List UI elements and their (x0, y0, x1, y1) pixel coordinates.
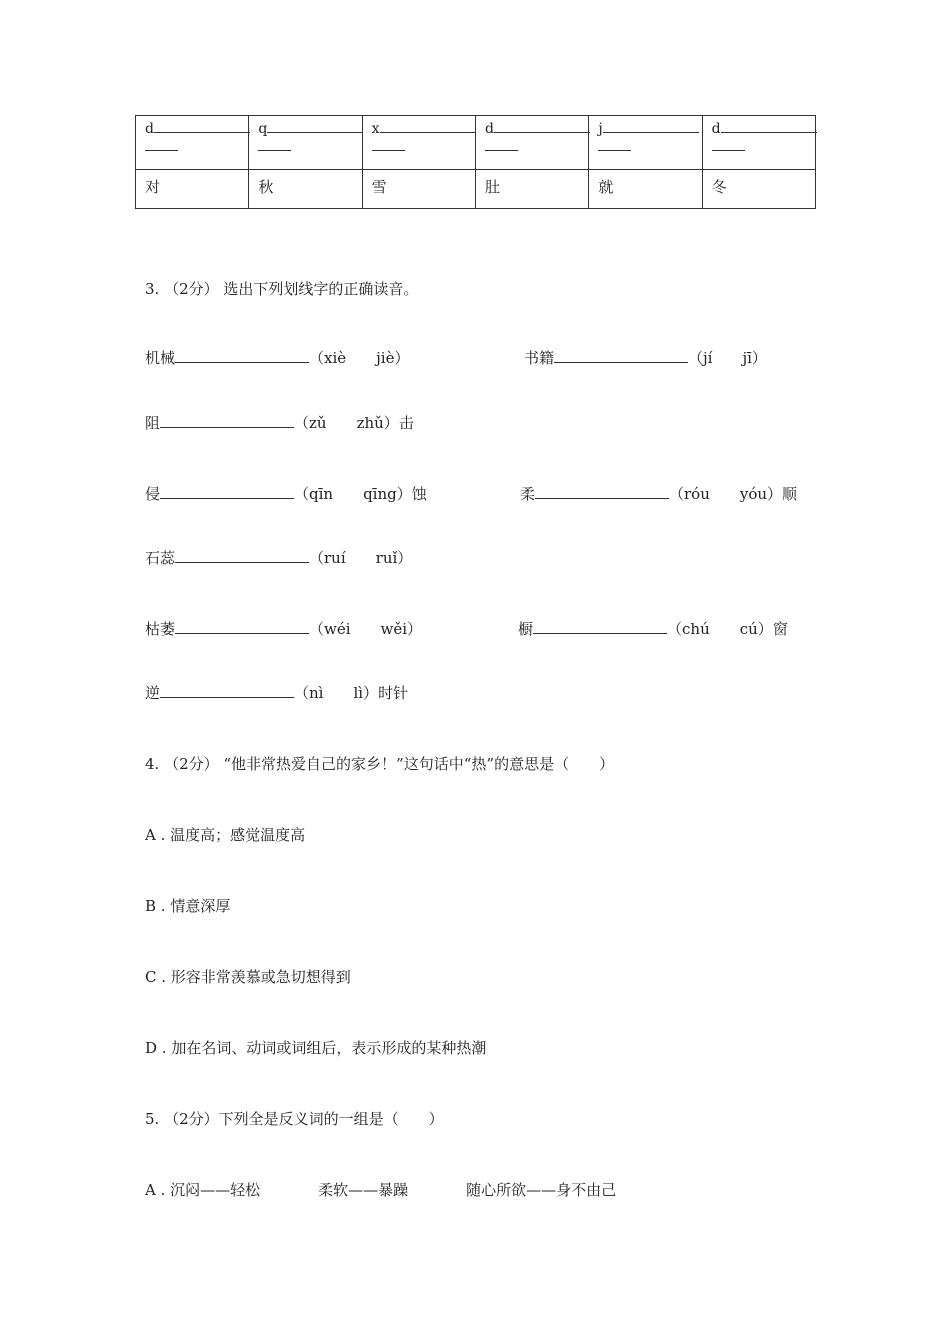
q3-item: 柔 （róu yóu）顺 (520, 485, 798, 503)
table-cell-blank[interactable]: d (475, 116, 588, 170)
answer-blank[interactable] (175, 348, 309, 363)
table-cell-char: 秋 (249, 170, 362, 209)
answer-blank[interactable] (160, 683, 294, 698)
q3-item: 枯萎 （wéi wěi） (145, 620, 423, 638)
q3-item: 逆 （nì lì）时针 (145, 684, 409, 702)
question-3-header: 3. （2分） 选出下列划线字的正确读音。 (145, 280, 419, 298)
answer-blank[interactable] (175, 619, 309, 634)
answer-blank[interactable] (175, 548, 309, 563)
table-cell-blank[interactable]: q (249, 116, 362, 170)
question-5-header: 5. （2分）下列全是反义词的一组是（ ） (145, 1110, 444, 1128)
q3-item: 阻 （zǔ zhǔ）击 (145, 414, 414, 432)
q4-option-d[interactable]: D . 加在名词、动词或词组后，表示形成的某种热潮 (145, 1039, 487, 1057)
q4-option-a[interactable]: A . 温度高；感觉温度高 (145, 826, 306, 844)
q3-item: 机械 （xiè jiè） (145, 349, 410, 367)
table-cell-char: 对 (136, 170, 249, 209)
table-cell-blank[interactable]: d (702, 116, 815, 170)
table-cell-char: 雪 (362, 170, 475, 209)
table-cell-blank[interactable]: j (589, 116, 702, 170)
table-cell-char: 肚 (475, 170, 588, 209)
answer-blank[interactable] (160, 413, 294, 428)
q4-option-b[interactable]: B . 情意深厚 (145, 897, 231, 915)
table-cell-char: 冬 (702, 170, 815, 209)
answer-blank[interactable] (533, 619, 667, 634)
table-row-chars (136, 170, 816, 209)
pinyin-table (135, 115, 816, 209)
answer-blank[interactable] (554, 348, 688, 363)
table-cell-char: 就 (589, 170, 702, 209)
table-cell-blank[interactable]: x (362, 116, 475, 170)
q3-item: 橱 （chú cú）窗 (518, 620, 788, 638)
q3-item: 石蕊 （ruí ruǐ） (145, 549, 413, 567)
table-row-blanks (136, 116, 816, 170)
table-cell-blank[interactable]: d (136, 116, 249, 170)
q5-option-a[interactable]: A . 沉闷——轻松 柔软——暴躁 随心所欲——身不由己 (145, 1181, 617, 1199)
question-4-header: 4. （2分） “他非常热爱自己的家乡！”这句话中“热”的意思是（ ） (145, 755, 615, 773)
q3-item: 书籍 （jí jī） (524, 349, 767, 367)
q4-option-c[interactable]: C . 形容非常羡慕或急切想得到 (145, 968, 351, 986)
q3-item: 侵 （qīn qīng）蚀 (145, 485, 427, 503)
answer-blank[interactable] (535, 484, 669, 499)
answer-blank[interactable] (160, 484, 294, 499)
